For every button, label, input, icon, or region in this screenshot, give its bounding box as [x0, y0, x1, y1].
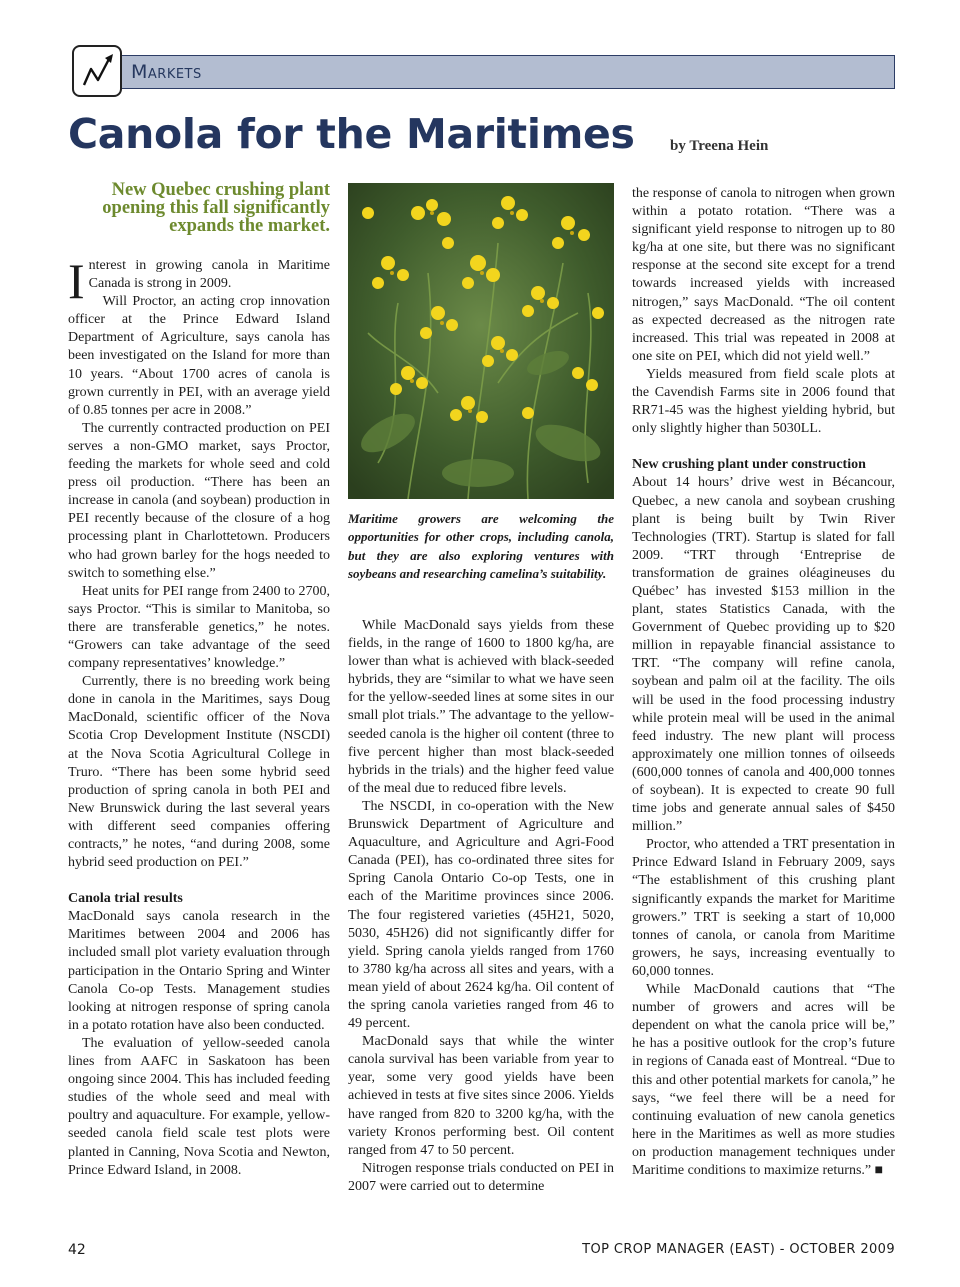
paragraph: Heat units for PEI range from 2400 to 2700, says Proctor. “This is similar to Manitoba, so there are transferable genetics,” he notes. “Growers can take advantage of the seed company representatives’ knowledge.” — [68, 583, 330, 672]
paragraph: Proctor, who attended a TRT presentation in Prince Edward Island in February 2009, says “The establishment of this crushing plant significantly expands the market for Maritime growers.” TRT is seeking a start of 10,000 tonnes of canola, or canola from Maritime growers, he says, increasing eventually to 60,000 tonnes. — [632, 837, 895, 979]
drop-cap: I — [68, 253, 85, 309]
paragraph: Currently, there is no breeding work being done in canola in the Maritimes, says Doug MacDonald, scientific officer of the Nova Scotia Crop Development Institute (NSCDI) at the Nova Scotia Agricultural College in Truro. “There has been some hybrid seed production of spring canola in both PEI and New Brunswick during the last several years with different seed companies offering contracts,” he notes, “and during 2008, some hybrid seed production on PEI.” — [68, 674, 330, 871]
publication-footer: TOP CROP MANAGER (EAST) - OCTOBER 2009 — [582, 1242, 895, 1257]
paragraph: MacDonald says canola research in the Maritimes between 2004 and 2006 has included small plot variety evaluation through participation in the Ontario Spring and Winter Canola Co-op Tests. Management studies looking at nitrogen response of spring canola in a potato rotation have also been conducted. — [68, 909, 330, 1033]
paragraph — [632, 981, 895, 1180]
article-column-1 — [68, 253, 330, 1180]
section-banner — [120, 55, 895, 89]
paragraph: About 14 hours’ drive west in Bécancour, Quebec, a new canola and soybean crushing plant is being built by Twin River Technologies (TRT). Startup is slated for fall 2009. “TRT through ‘Entreprise de transformation de graines oléagineuses du Québec’ has invested $153 million in the plant, states Statistics Canada, with the Government of Quebec providing up to $20 million in repayable financial assistance to TRT. “The company will refine canola, soybean and palm oil at the facility. The oils will be used in the food processing industry while protein meal will be used in the animal feed industry. The new plant will process approximately one million tonnes of oilseeds (600,000 tonnes of canola and 400,000 tonnes of soybean). It is expected to create 90 full time jobs and generate annual sales of $450 million.” — [632, 475, 895, 835]
paragraph: The evaluation of yellow-seeded canola lines from AAFC in Saskatoon has been ongoing since 2004. This has included feeding studies of the whole seed and meal with poultry and aquaculture. For example, yellow-seeded canola field scale test plots were planted in Canning, Nova Scotia and Newton, Prince Edward Island, in 2008. — [68, 1035, 330, 1178]
paragraph: The NSCDI, in co-operation with the New Brunswick Department of Agriculture and Aquaculture, and Agriculture and Agri-Food Canada (PEI), has co-ordinated three sites for Spring Canola Ontario Co-op Tests, one in each of the Maritime provinces since 2006. The four registered varieties (45H21, 5020, 5030, 45H26) did not significantly differ for yield. Spring canola yields ranged from 1760 to 3780 kg/ha across all sites and years, with a mean yield of about 2624 kg/ha. Oil content of the spring canola varieties ranged from 46 to 49 percent. — [348, 798, 614, 1032]
article-column-3 — [632, 185, 895, 1180]
paragraph: Will Proctor, an acting crop innovation officer at the Prince Edward Island Department of Agriculture, says canola has been investigated on the Island for more than 10 years. “About 1700 acres of canola is grown currently in PEI, with an average yield of 0.85 tonnes per acre in 2008.” — [68, 294, 330, 418]
chart-trend-icon — [72, 45, 122, 97]
section-label: Markets — [131, 61, 202, 83]
paragraph: While MacDonald says yields from these fields, in the range of 1600 to 1800 kg/ha, are lower than what is achieved with black-seeded hybrids, they are “similar to what we have seen for the yellow-seeded lines at some sites in our small plot trials.” The advantage to the yellow-seeded canola is the higher oil content (three to five percent higher than most black-seeded hybrids in the trials) and the higher feed value of the meal due to reduced fibre levels. — [348, 618, 614, 796]
article-title: Canola for the Maritimes — [68, 110, 635, 158]
photo-caption: Maritime growers are welcoming the opportunities for other crops, including canola, but they are also exploring ventures with soybeans and researching camelina’s suitability. — [348, 511, 614, 581]
subheading: Canola trial results — [68, 891, 183, 907]
intro-text: nterest in growing canola in Maritime Canada is strong in 2009. — [88, 258, 330, 292]
paragraph: The currently contracted production on PEI serves a non-GMO market, says Proctor, feeding the markets for whole seed and cold press oil production. “There has been an increase in canola (and soybean) production in PEI recently because of the closure of a hog processing plant in Charlottetown. Producers who had grown barley for the hogs needed to switch to something else.” — [68, 420, 330, 581]
canola-flowers-photo — [348, 183, 614, 499]
paragraph: the response of canola to nitrogen when grown within a potato rotation. “There was a significant yield response to nitrogen up to 80 kg/ha at one site, but there was no significant response at the second site except for a trend towards increased yields with increased nitrogen,” says MacDonald. “The oil content as expected decreased as the nitrogen rate increased. This trial was repeated in 2008 at one site on PEI, which did not yield well.” — [632, 186, 895, 364]
page-number: 42 — [68, 1242, 86, 1258]
byline: by Treena Hein — [670, 138, 769, 154]
end-mark-icon: ■ — [874, 1162, 884, 1178]
article-deck: New Quebec crushing plant opening this fall significantly expands the market. — [102, 180, 330, 236]
article-column-2 — [348, 617, 614, 1196]
subheading: New crushing plant under construction — [632, 457, 866, 473]
intro-paragraph — [68, 253, 330, 309]
paragraph: Yields measured from field scale plots at the Cavendish Farms site in 2006 found that RR71-45 was the highest yielding hybrid, but only slightly higher than 5030LL. — [632, 366, 895, 437]
paragraph: MacDonald says that while the winter canola survival has been variable from year to year, some very good yields have been achieved in tests at five sites since 2006. Yields have ranged from 820 to 3200 kg/ha, with the variety Kronos performing best. Oil content ranged from 47 to 50 percent. — [348, 1034, 614, 1158]
closing-text: While MacDonald cautions that “The number of growers and acres will be dependent on what the canola price will be,” he has a positive outlook for the crop’s future in regions of Canada east of Montreal. “Due to this and other potential markets for canola,” he says, “we feel there will be a need for continuing evaluation of new canola genetics here in the Maritimes as well as more studies on production management techniques under Maritime conditions to maximize returns.” — [632, 982, 895, 1178]
paragraph: Nitrogen response trials conducted on PEI in 2007 were carried out to determine — [348, 1160, 614, 1194]
